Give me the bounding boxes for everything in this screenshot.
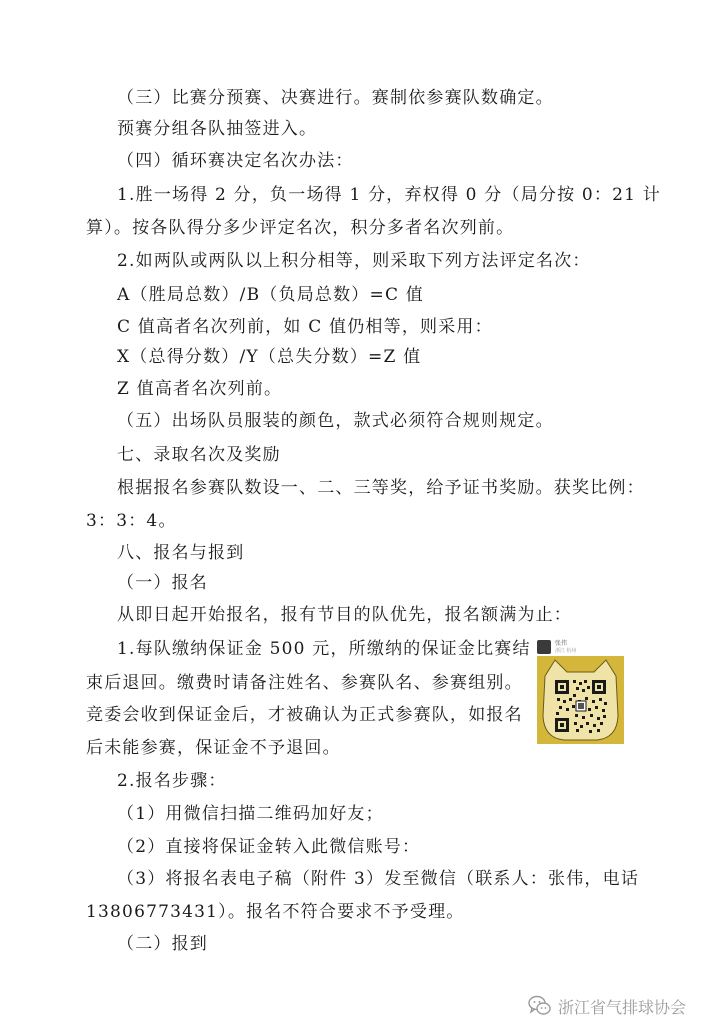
watermark-text: 浙江省气排球协会 <box>558 997 687 1017</box>
text-line: （二）报到 <box>117 934 208 954</box>
text-line: 根据报名参赛队数设一、二、三等奖，给予证书奖励。获奖比例： <box>117 478 645 498</box>
text-line: 1.胜一场得 2 分，负一场得 1 分，弃权得 0 分（局分按 0：21 计 <box>117 185 661 205</box>
text-line: 束后退回。缴费时请备注姓名、参赛队名、参赛组别。 <box>86 673 523 693</box>
text-line: （3）将报名表电子稿（附件 3）发至微信（联系人：张伟，电话 <box>117 869 640 889</box>
wechat-qr-card[interactable] <box>537 638 624 744</box>
text-line: （一）报名 <box>117 573 208 593</box>
text-line: C 值高者名次列前，如 C 值仍相等，则采用： <box>117 317 493 337</box>
wechat-watermark <box>528 994 686 1018</box>
qr-header <box>537 638 624 656</box>
text-line: 2.报名步骤： <box>117 771 227 791</box>
text-line: 3：3：4。 <box>86 511 177 531</box>
text-line: 预赛分组各队抽签进入。 <box>117 119 318 139</box>
text-line: Z 值高者名次列前。 <box>117 379 283 399</box>
text-line: （2）直接将保证金转入此微信账号： <box>117 837 421 857</box>
text-line: （五）出场队员服装的颜色，款式必须符合规则规定。 <box>117 411 554 431</box>
text-line: （三）比赛分预赛、决赛进行。赛制依参赛队数确定。 <box>117 88 554 108</box>
section-heading: 八、报名与报到 <box>117 543 245 563</box>
avatar <box>537 640 551 654</box>
qr-contact-name: 张伟 <box>555 640 568 647</box>
qr-code-icon[interactable] <box>537 656 624 744</box>
text-line: （四）循环赛决定名次办法： <box>117 151 354 171</box>
text-line: （1）用微信扫描二维码加好友； <box>117 804 384 824</box>
text-line: 后未能参赛，保证金不予退回。 <box>86 738 341 758</box>
text-line: 13806773431）。报名不符合要求不予受理。 <box>86 902 465 922</box>
text-line: 算）。按各队得分多少评定名次，积分多者名次列前。 <box>86 218 515 238</box>
qr-contact-region: 浙江 杭州 <box>555 647 577 654</box>
text-line: 1.每队缴纳保证金 500 元，所缴纳的保证金比赛结 <box>117 639 531 659</box>
section-heading: 七、录取名次及奖励 <box>117 445 281 465</box>
text-line: A（胜局总数）/B（负局总数）=C 值 <box>117 285 424 305</box>
text-line: 从即日起开始报名，报有节目的队优先，报名额满为止： <box>117 605 572 625</box>
text-line: 竞委会收到保证金后，才被确认为正式参赛队，如报名 <box>86 705 523 725</box>
text-line: X（总得分数）/Y（总失分数）=Z 值 <box>117 347 422 367</box>
text-line: 2.如两队或两队以上积分相等，则采取下列方法评定名次： <box>117 251 591 271</box>
wechat-logo-icon <box>528 995 552 1017</box>
